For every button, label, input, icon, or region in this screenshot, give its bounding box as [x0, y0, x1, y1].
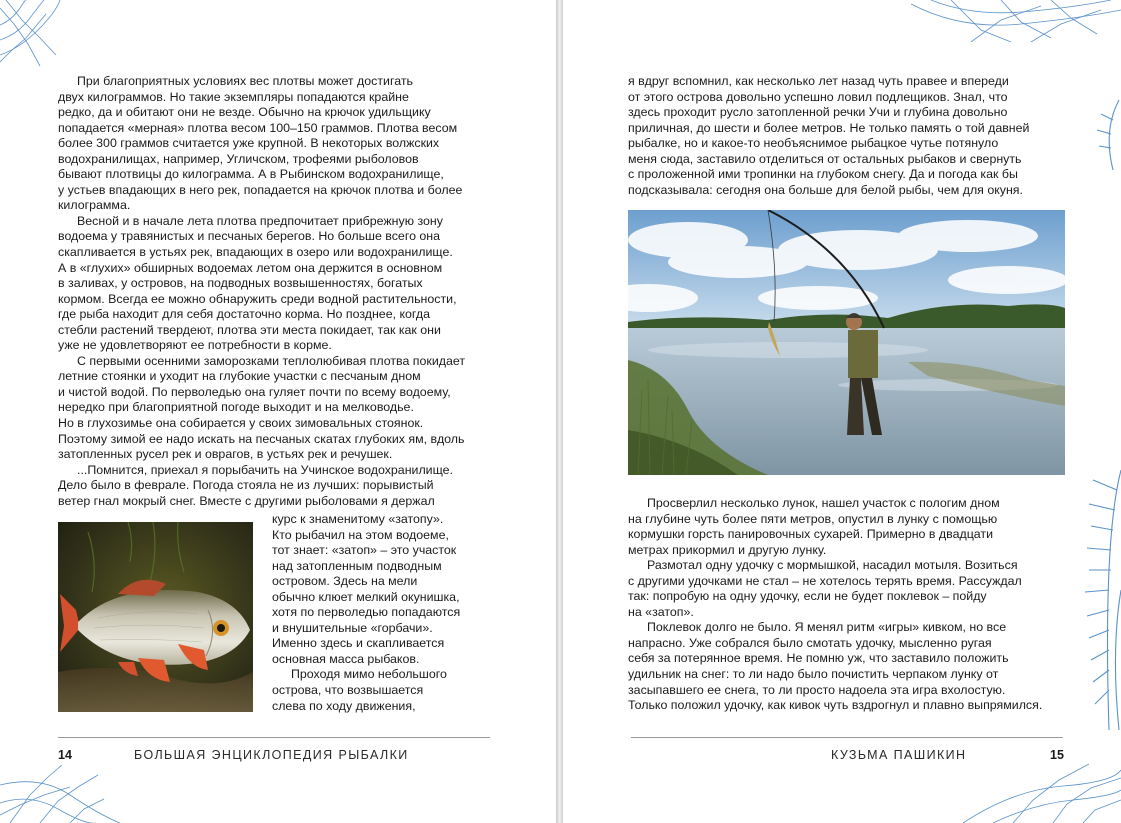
text-line: кормушки горсть панировочных сухарей. Примерно в двадцати [628, 527, 994, 542]
text-line: Размотал одну удочку с мормышкой, насадил мотыля. Возиться [647, 558, 1018, 573]
text-line: А в «глухих» обширных водоемах летом она держится в основном [58, 260, 443, 275]
text-line: кормом. Всегда ее можно обнаружить среди водной растительности, [58, 291, 457, 306]
text-line: напрасно. Уже собрался было смотать удочку, мысленно ругая [628, 635, 992, 650]
text-line: попадается «мерная» плотва весом 100–150 граммов. Плотва весом [58, 120, 458, 135]
text-line: более 300 граммов считается уже крупной. В некоторых волжских [58, 136, 440, 151]
page-number: 14 [58, 748, 72, 762]
footer-rule [631, 737, 1063, 738]
text-line: Весной и в начале лета плотва предпочитает прибрежную зону [77, 213, 443, 228]
text-line: затопленных русел рек и оврагов, в устьях рек и речушек. [58, 447, 393, 462]
text-line: обычно клюет мелкий окунишка, [272, 589, 460, 604]
right-page [563, 0, 1121, 823]
text-line: редко, да и обитают они не везде. Обычно на крючок удильщику [58, 105, 431, 120]
text-line: так: попробую на одну удочку, если не будет поклевок – пойду [628, 589, 987, 604]
text-line: курс к знаменитому «затопу». [272, 512, 444, 526]
text-line: острова, что возвышается [272, 683, 424, 698]
text-line: на глубине чуть более пяти метров, опустил в лунку с помощью [628, 511, 998, 526]
text-line: Только положил удочку, как кивок чуть вздрогнул и плавно выпрямился. [628, 698, 1043, 713]
text-line: удильник на снег: то ли надо было почистить черпаком лунку от [628, 667, 999, 682]
text-line: где рыба находит для себя достаточно корма. Но позднее, когда [58, 307, 431, 322]
text-line: Поэтому зимой ее надо искать на песчаных скатах глубоких ям, вдоль [58, 431, 465, 446]
net-ornament-bottom-left [0, 765, 120, 823]
text-line: я вдруг вспомнил, как несколько лет назад чуть правее и впереди [628, 74, 1009, 88]
text-line: и чистой водой. По перволедью она гуляет почти по всему водоему, [58, 384, 451, 399]
text-line: основная масса рыбаков. [272, 651, 420, 666]
text-line: водохранилищах, например, Угличском, трофеями рыболовов [58, 151, 419, 166]
text-line: нередко при благоприятной погоде выходит и на мелководье. [58, 400, 414, 415]
text-line: скапливается в устьях рек, впадающих в озеро или водохранилище. [58, 245, 453, 260]
text-line: засыпавшего ее снега, то ли просто надоела эта игра вхолостую. [628, 682, 1006, 697]
text-line: тот знает: «затоп» – это участок [272, 543, 457, 558]
text-line: летние стоянки и уходит на глубокие участки с песчаным дном [58, 369, 421, 384]
text-line: рыбалке, но и какое-то необъяснимое рыбацкое чутье потянуло [628, 136, 999, 151]
text-line: подсказывала: сегодня она больше для белой рыбы, чем для окуня. [628, 182, 1023, 197]
angler-lake-photo [628, 210, 1065, 475]
right-bottom-text [628, 496, 1042, 714]
text-line: бывают плотвицы до килограмма. А в Рыбинском водохранилище, [58, 167, 444, 182]
footer-rule [58, 737, 490, 738]
text-line: хотя по перволедью попадаются [272, 605, 461, 620]
text-line: стебли растений твердеют, плотва эти места покидает, так как они [58, 322, 441, 337]
text-line: метрах прикормил и другую лунку. [628, 542, 827, 557]
text-line: Просверлил несколько лунок, нашел участок с пологим дном [647, 496, 1000, 510]
text-line: себя за потерянное время. Не помню уж, что заставило положить [628, 651, 1009, 666]
left-side-text [272, 512, 460, 714]
text-line: островом. Здесь на мели [272, 574, 418, 589]
text-line: Именно здесь и скапливается [272, 636, 445, 651]
roach-fish-photo [58, 522, 253, 712]
text-line: в заливах, у островов, на подводных возвышенностях, богатых [58, 276, 423, 291]
net-ornament-top-right [911, 0, 1121, 42]
net-ornament-bottom-right [963, 760, 1121, 823]
text-line: приличная, до шести и более метров. Не только память о той давней [628, 120, 1030, 135]
text-line: При благоприятных условиях вес плотвы может достигать [77, 74, 413, 88]
running-title: КУЗЬМА ПАШИКИН [831, 748, 967, 762]
fern-ornament-right [1083, 90, 1121, 740]
left-main-text [58, 74, 465, 509]
text-line: Проходя мимо небольшого [291, 667, 447, 682]
text-line: уже не удовлетворяют ее потребности в корме. [58, 338, 332, 353]
text-line: килограмма. [58, 198, 131, 213]
left-page [0, 0, 556, 823]
text-line: С первыми осенними заморозками теплолюбивая плотва покидает [77, 353, 466, 368]
text-line: от этого острова довольно успешно ловил подлещиков. Знал, что [628, 89, 1008, 104]
text-line: здесь проходит русло затопленной речки Учи и глубина довольно [628, 105, 1008, 120]
net-ornament-top-left [0, 0, 70, 72]
text-line: слева по ходу движения, [272, 698, 416, 713]
text-line: Но в глухозимье она собирается у своих зимовальных стоянок. [58, 416, 424, 431]
text-line: на «затоп». [628, 604, 694, 619]
running-title: БОЛЬШАЯ ЭНЦИКЛОПЕДИЯ РЫБАЛКИ [134, 748, 409, 762]
text-line: меня сюда, заставило отделиться от остальных рыбаков и свернуть [628, 151, 1022, 166]
text-line: ...Помнится, приехал я порыбачить на Учинское водохранилище. [77, 462, 453, 477]
text-line: ветер гнал мокрый снег. Вместе с другими рыболовами я держал [58, 493, 435, 508]
text-line: водоема у травянистых и песчаных берегов. Но больше всего она [58, 229, 441, 244]
text-line: с другими удочками не стал – не хотелось терять время. Рассуждал [628, 573, 1022, 588]
text-line: и внушительные «горбачи». [272, 620, 433, 635]
text-line: Дело было в феврале. Погода стояла не из лучших: порывистый [58, 478, 434, 493]
text-line: у устьев впадающих в него рек, попадается на крючок плотва и более [58, 182, 463, 197]
text-line: с проложенной ими тропинки на глубоком снегу. Да и погода как бы [628, 167, 1018, 182]
text-line: над затопленным подводным [272, 558, 442, 573]
book-gutter [556, 0, 563, 823]
text-line: двух килограммов. Но такие экземпляры попадаются крайне [58, 89, 409, 104]
text-line: Кто рыбачил на этом водоеме, [272, 527, 449, 542]
page-number: 15 [1050, 748, 1064, 762]
right-top-text [628, 74, 1029, 198]
text-line: Поклевок долго не было. Я менял ритм «игры» кивком, но все [647, 620, 1007, 635]
